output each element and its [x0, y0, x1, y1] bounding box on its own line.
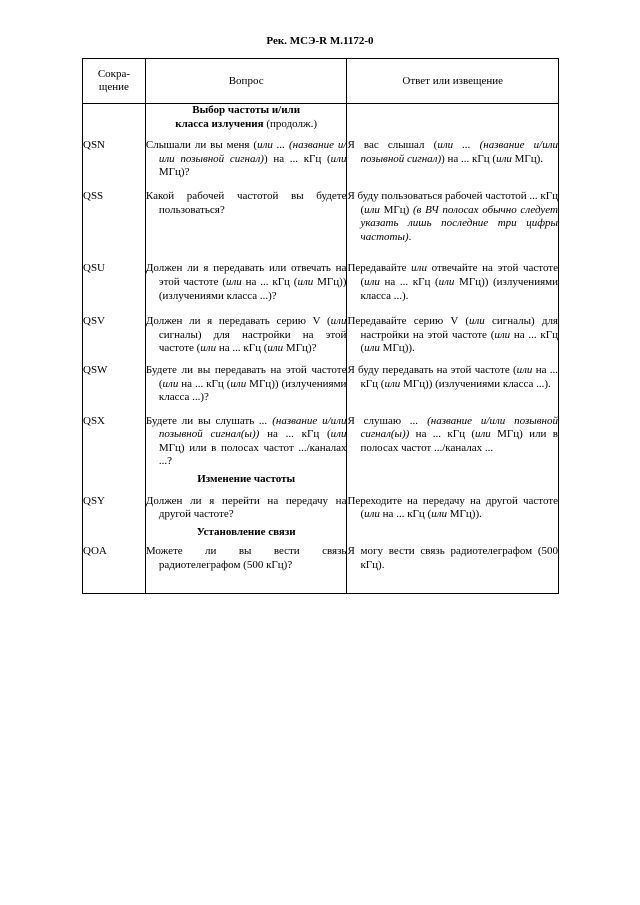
abbreviation: QSW: [83, 364, 146, 415]
table-row: [83, 262, 559, 315]
section-row: [83, 526, 559, 546]
text-segment: Я могу вести связь радиотелеграфом (500 кГц).: [347, 545, 558, 572]
text-segment: Я буду пользоваться рабочей частотой ... кГц (: [347, 189, 559, 216]
italic-text: или: [364, 275, 380, 288]
text-segment: МГц)) (излучениями класса ...).: [360, 275, 558, 302]
text-segment: Должен ли я перейти на передачу на другой частоте?: [145, 494, 347, 521]
text-segment: Будете ли вы передавать на этой частоте (: [145, 363, 347, 390]
italic-text: или: [438, 275, 455, 288]
text-segment: Должен ли я передавать серию V (: [145, 315, 331, 328]
question-text: [145, 364, 347, 415]
answer-text: [347, 315, 559, 364]
italic-text: или: [226, 275, 242, 288]
italic-text: или ... (название и/или позывной сигнал): [158, 139, 347, 165]
text-segment: на ... кГц (: [259, 428, 331, 441]
italic-text: или: [267, 342, 284, 355]
question-text: [145, 495, 347, 526]
italic-text: или: [494, 328, 511, 341]
italic-text: или: [411, 262, 427, 275]
answer-text: [347, 364, 559, 415]
answer-text: [347, 190, 559, 262]
italic-text: или: [330, 428, 347, 441]
table-row: [83, 315, 559, 364]
answer-text: [347, 262, 559, 315]
section-answer-cell: [347, 104, 559, 140]
section-abbr-cell: [83, 104, 146, 140]
italic-text: или: [297, 275, 314, 288]
text-segment: сигналы) для настройки на этой частоте (: [158, 328, 347, 355]
text-segment: Можете ли вы вести связь радиотелеграфом (500 кГц)?: [145, 545, 347, 572]
text-segment: Я буду передавать на этой частоте (: [347, 363, 517, 376]
italic-text: или: [200, 342, 217, 355]
section-abbr-cell: [83, 526, 146, 546]
italic-text: или: [162, 377, 179, 390]
text-segment: Будете ли вы слушать: [145, 414, 260, 427]
text-segment: МГц)) (излучениями класса ...).: [400, 377, 551, 390]
italic-text: или: [475, 428, 491, 441]
text-segment: на ... кГц (: [379, 508, 432, 521]
section-title: Изменение частоты: [197, 473, 296, 486]
answer-text: [347, 139, 559, 190]
text-segment: Какой рабочей частотой вы будете пользоваться?: [145, 189, 347, 216]
text-segment: .: [408, 230, 412, 243]
text-segment: МГц)) (излучениями класса ...)?: [158, 377, 347, 404]
question-text: [145, 262, 347, 315]
italic-text: ... (название и/или позывной сигнал(ы)): [360, 414, 558, 441]
abbreviation: QOA: [83, 545, 146, 593]
section-row: [83, 473, 559, 495]
text-segment: МГц)?: [158, 166, 190, 179]
text-segment: МГц): [379, 203, 413, 216]
section-note: (продолж.): [263, 117, 318, 130]
italic-text: или: [431, 508, 447, 521]
abbreviation: QSX: [83, 415, 146, 473]
page-header: Рек. МСЭ-R M.1172-0: [266, 35, 374, 47]
question-text: [145, 190, 347, 262]
text-segment: ) на ... кГц (: [441, 152, 497, 165]
italic-text: или ... (название и/или позывной сигнал): [360, 139, 558, 165]
italic-text: или: [516, 363, 533, 376]
column-header-abbr: Сокра- щение: [83, 59, 146, 104]
column-header-answer: Ответ или извещение: [347, 59, 559, 104]
text-segment: МГц)?: [283, 342, 317, 355]
text-segment: отвечайте на этой частоте (: [360, 262, 558, 288]
table-row: [83, 364, 559, 415]
text-segment: ) на ... кГц (: [263, 152, 331, 165]
text-segment: Слышали ли вы меня (: [145, 139, 258, 152]
italic-text: или: [364, 203, 380, 216]
question-text: [145, 315, 347, 364]
italic-text: или: [330, 315, 347, 328]
italic-text: ... (название и/или позывной сигнал(ы)): [158, 414, 347, 441]
text-segment: Я слушаю: [347, 414, 410, 427]
italic-text: или: [496, 152, 512, 165]
abbreviation: QSS: [83, 190, 146, 262]
table-row: [83, 545, 559, 593]
text-segment: на ... кГц (: [241, 275, 298, 288]
text-segment: МГц) или в полосах частот .../каналах ...: [360, 428, 558, 454]
section-row: [83, 104, 559, 140]
italic-text: или: [364, 508, 380, 521]
italic-text: (в ВЧ полосах обычно следует указать лишь последние три цифры частоты): [360, 203, 558, 243]
table-row: [83, 495, 559, 526]
italic-text: или: [364, 342, 380, 355]
section-abbr-cell: [83, 473, 146, 495]
italic-text: или: [384, 377, 401, 390]
section-heading: [145, 473, 347, 495]
section-answer-cell: [347, 526, 559, 546]
column-header-question: Вопрос: [145, 59, 347, 104]
text-segment: на ... кГц (: [360, 363, 558, 390]
text-segment: Я вас слышал (: [347, 139, 438, 152]
section-heading: [145, 526, 347, 546]
text-segment: Передавайте серию V (: [347, 315, 469, 328]
section-title: Выбор частоты и/или класса излучения: [175, 104, 301, 130]
text-segment: МГц)) (излучениями класса ...)?: [158, 275, 347, 302]
table-body: [83, 104, 559, 594]
text-segment: МГц).: [511, 152, 544, 165]
table-row: [83, 139, 559, 190]
section-title: Установление связи: [196, 525, 296, 538]
text-segment: МГц) или в полосах частот .../каналах ...?: [158, 441, 347, 468]
abbreviation: QSV: [83, 315, 146, 364]
text-segment: Должен ли я передавать или отвечать на этой частоте (: [145, 262, 347, 288]
section-answer-cell: [347, 473, 559, 495]
text-segment: МГц)).: [447, 508, 482, 521]
italic-text: или: [468, 315, 485, 328]
abbreviation: QSN: [83, 139, 146, 190]
answer-text: [347, 545, 559, 593]
italic-text: или: [330, 152, 347, 165]
question-text: [145, 545, 347, 593]
answer-text: [347, 495, 559, 526]
text-segment: на ... кГц (: [379, 275, 439, 288]
table-header-row: [83, 59, 559, 104]
text-segment: на ... кГц (: [178, 377, 231, 390]
abbreviation: QSY: [83, 495, 146, 526]
text-segment: на ... кГц (: [360, 328, 559, 355]
text-segment: Передавайте: [347, 262, 412, 275]
q-code-table: [82, 58, 559, 594]
text-segment: Переходите на передачу на другой частоте (: [347, 494, 558, 521]
table-row: [83, 190, 559, 262]
table-row: [83, 415, 559, 473]
question-text: [145, 415, 347, 473]
abbreviation: QSU: [83, 262, 146, 315]
text-segment: на ... кГц (: [409, 428, 475, 441]
italic-text: или: [230, 377, 247, 390]
text-segment: на ... кГц (: [216, 342, 268, 355]
answer-text: [347, 415, 559, 473]
text-segment: МГц)).: [379, 342, 415, 355]
section-heading: [145, 104, 347, 140]
question-text: [145, 139, 347, 190]
text-segment: сигналы) для настройки на этой частоте (: [360, 315, 558, 341]
